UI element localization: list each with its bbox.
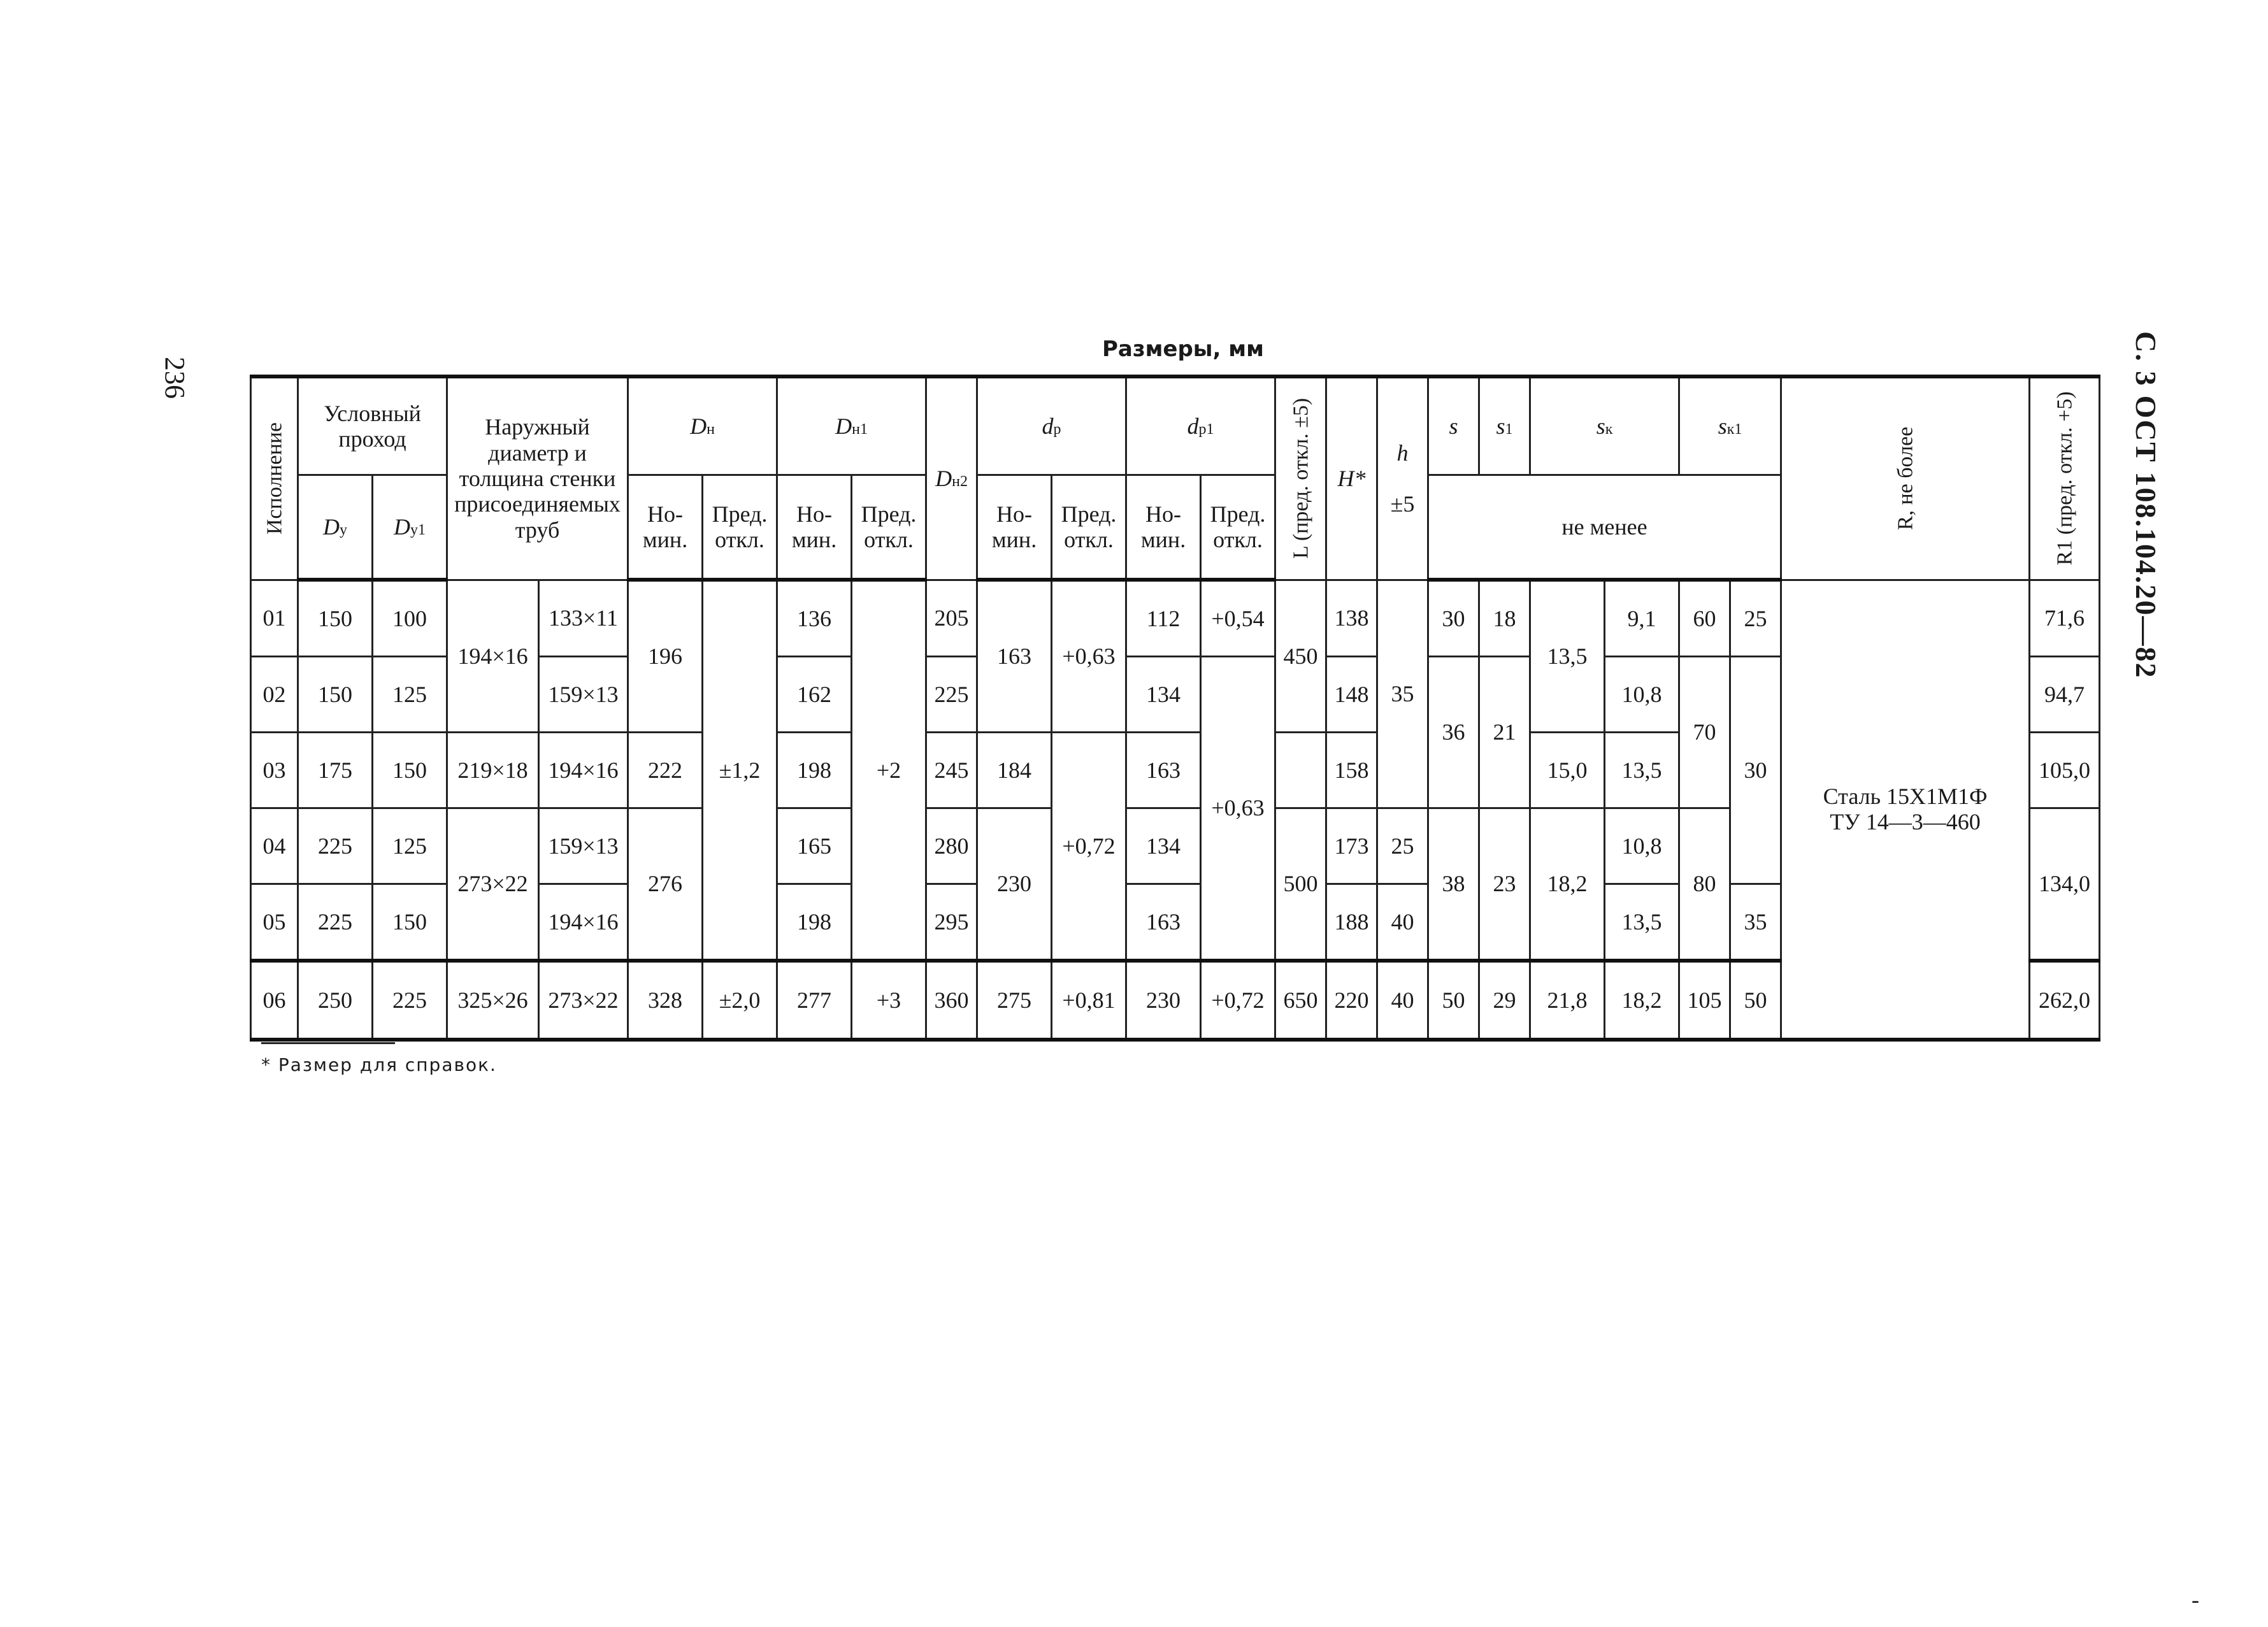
cell-s1: 21 bbox=[1479, 657, 1530, 808]
cell-R1: 30 bbox=[1730, 657, 1781, 884]
cell-Dn1-nom: 136 bbox=[777, 580, 852, 657]
header-h: h ±5 bbox=[1377, 376, 1428, 580]
cell-material: Сталь 15Х1М1Ф ТУ 14—3—460 bbox=[1781, 580, 2030, 1040]
cell-Dn-nom: 276 bbox=[628, 808, 703, 961]
cell-s: 50 bbox=[1428, 961, 1479, 1040]
cell-pipe2: 133×11 bbox=[539, 580, 628, 657]
header-Dn-pred: Пред. откл. bbox=[703, 475, 777, 580]
cell-H: 138 bbox=[1326, 580, 1377, 657]
table-caption: Размеры, мм bbox=[1102, 336, 1264, 362]
page-number: 236 bbox=[159, 357, 190, 399]
cell-dp-nom: 163 bbox=[977, 580, 1052, 733]
cell-Dy: 150 bbox=[298, 580, 373, 657]
cell-pipe1: 325×26 bbox=[447, 961, 539, 1040]
cell-dp-pred: +0,63 bbox=[1052, 580, 1126, 733]
cell-sk1: 13,5 bbox=[1605, 733, 1679, 808]
cell-s: 36 bbox=[1428, 657, 1479, 808]
header-dp-nom: Но-мин. bbox=[977, 475, 1052, 580]
cell-sk: 18,2 bbox=[1530, 808, 1605, 961]
cell-Dy1: 150 bbox=[373, 733, 447, 808]
table-row bbox=[251, 580, 2100, 657]
cell-massa: 94,7 bbox=[2030, 657, 2100, 733]
cell-sk: 13,5 bbox=[1530, 580, 1605, 733]
header-R1: R1 (пред. откл. +5) bbox=[2030, 376, 2100, 580]
cell-H: 188 bbox=[1326, 884, 1377, 961]
cell-sk1: 13,5 bbox=[1605, 884, 1679, 961]
cell-H: 220 bbox=[1326, 961, 1377, 1040]
cell-ispolnenie: 05 bbox=[251, 884, 298, 961]
cell-massa: 105,0 bbox=[2030, 733, 2100, 808]
cell-Dy: 225 bbox=[298, 884, 373, 961]
cell-R: 105 bbox=[1679, 961, 1730, 1040]
cell-sk: 15,0 bbox=[1530, 733, 1605, 808]
cell-dp1-nom: 230 bbox=[1126, 961, 1201, 1040]
cell-Dy1: 225 bbox=[373, 961, 447, 1040]
cell-pipe2: 273×22 bbox=[539, 961, 628, 1040]
header-dp: dр bbox=[977, 376, 1126, 475]
cell-pipe2: 159×13 bbox=[539, 657, 628, 733]
cell-Dn-nom: 222 bbox=[628, 733, 703, 808]
cell-R1: 50 bbox=[1730, 961, 1781, 1040]
cell-pipe1: 219×18 bbox=[447, 733, 539, 808]
cell-Dn2: 205 bbox=[926, 580, 977, 657]
cell-dp1-nom: 134 bbox=[1126, 808, 1201, 884]
cell-Dn2: 225 bbox=[926, 657, 977, 733]
dimensions-table bbox=[250, 375, 2100, 1042]
cell-h: 35 bbox=[1377, 580, 1428, 808]
cell-sk1: 18,2 bbox=[1605, 961, 1679, 1040]
cell-Dn1-pred: +3 bbox=[852, 961, 926, 1040]
cell-Dn-nom: 328 bbox=[628, 961, 703, 1040]
cell-pipe2: 159×13 bbox=[539, 808, 628, 884]
cell-dp1-nom: 134 bbox=[1126, 657, 1201, 733]
standard-header: С. 3 ОСТ 108.104.20—82 bbox=[2130, 331, 2162, 679]
header-sk1: sк1 bbox=[1679, 376, 1781, 475]
cell-dp1-nom: 112 bbox=[1126, 580, 1201, 657]
cell-massa: 262,0 bbox=[2030, 961, 2100, 1040]
cell-h: 25 bbox=[1377, 808, 1428, 884]
cell-Dy: 175 bbox=[298, 733, 373, 808]
cell-dp-nom: 230 bbox=[977, 808, 1052, 961]
cell-h: 40 bbox=[1377, 884, 1428, 961]
cell-dp-nom: 184 bbox=[977, 733, 1052, 808]
header-row-1 bbox=[251, 376, 2100, 475]
cell-L: 650 bbox=[1275, 961, 1326, 1040]
cell-Dy1: 125 bbox=[373, 657, 447, 733]
cell-s1: 23 bbox=[1479, 808, 1530, 961]
header-Dn1: Dн1 bbox=[777, 376, 926, 475]
cell-Dn1-pred: +2 bbox=[852, 580, 926, 961]
header-uslovny-prokhod: Условный проход bbox=[298, 376, 447, 475]
header-Dy1: Dу1 bbox=[373, 475, 447, 580]
header-H: H* bbox=[1326, 376, 1377, 580]
cell-h: 40 bbox=[1377, 961, 1428, 1040]
cell-ispolnenie: 01 bbox=[251, 580, 298, 657]
cell-Dy: 250 bbox=[298, 961, 373, 1040]
cell-pipe2: 194×16 bbox=[539, 884, 628, 961]
footnote: * Размер для справок. bbox=[261, 1054, 497, 1075]
cell-L: 450 bbox=[1275, 580, 1326, 733]
cell-R1: 35 bbox=[1730, 884, 1781, 961]
header-Dn1-nom: Но-мин. bbox=[777, 475, 852, 580]
cell-massa: 134,0 bbox=[2030, 808, 2100, 961]
header-s1: s1 bbox=[1479, 376, 1530, 475]
header-dp1: dр1 bbox=[1126, 376, 1275, 475]
cell-R1: 25 bbox=[1730, 580, 1781, 657]
cell-H: 148 bbox=[1326, 657, 1377, 733]
header-Dy: Dу bbox=[298, 475, 373, 580]
cell-pipe2: 194×16 bbox=[539, 733, 628, 808]
cell-H: 173 bbox=[1326, 808, 1377, 884]
footnote-rule bbox=[261, 1042, 395, 1044]
cell-ispolnenie: 02 bbox=[251, 657, 298, 733]
cell-Dy: 150 bbox=[298, 657, 373, 733]
header-naruzhny-diametr: Наружный диаметр и толщина стенки присоединяемых труб bbox=[447, 376, 628, 580]
cell-L bbox=[1275, 733, 1326, 808]
cell-s: 38 bbox=[1428, 808, 1479, 961]
cell-Dn2: 245 bbox=[926, 733, 977, 808]
cell-dp1-nom: 163 bbox=[1126, 733, 1201, 808]
cell-R: 60 bbox=[1679, 580, 1730, 657]
cell-massa: 71,6 bbox=[2030, 580, 2100, 657]
cell-ispolnenie: 03 bbox=[251, 733, 298, 808]
header-dp-pred: Пред. откл. bbox=[1052, 475, 1126, 580]
cell-s1: 18 bbox=[1479, 580, 1530, 657]
header-dp1-nom: Но-мин. bbox=[1126, 475, 1201, 580]
cell-Dn-nom: 196 bbox=[628, 580, 703, 733]
cell-R: 80 bbox=[1679, 808, 1730, 961]
cell-Dy1: 150 bbox=[373, 884, 447, 961]
cell-pipe1: 273×22 bbox=[447, 808, 539, 961]
cell-H: 158 bbox=[1326, 733, 1377, 808]
cell-ispolnenie: 04 bbox=[251, 808, 298, 884]
cell-R: 70 bbox=[1679, 657, 1730, 808]
cell-s: 30 bbox=[1428, 580, 1479, 657]
cell-Dy1: 100 bbox=[373, 580, 447, 657]
cell-dp1-pred: +0,63 bbox=[1201, 657, 1275, 961]
header-L: L (пред. откл. ±5) bbox=[1275, 376, 1326, 580]
cell-Dn1-nom: 198 bbox=[777, 884, 852, 961]
header-Dn-nom: Но-мин. bbox=[628, 475, 703, 580]
header-Dn1-pred: Пред. откл. bbox=[852, 475, 926, 580]
cell-dp-nom: 275 bbox=[977, 961, 1052, 1040]
header-R: R, не более bbox=[1781, 376, 2030, 580]
cell-Dn1-nom: 277 bbox=[777, 961, 852, 1040]
corner-mark: - bbox=[2192, 1587, 2199, 1612]
cell-dp1-nom: 163 bbox=[1126, 884, 1201, 961]
cell-Dn2: 360 bbox=[926, 961, 977, 1040]
cell-sk: 21,8 bbox=[1530, 961, 1605, 1040]
cell-Dn-pred: ±1,2 bbox=[703, 580, 777, 961]
cell-dp-pred: +0,81 bbox=[1052, 961, 1126, 1040]
header-Dn: Dн bbox=[628, 376, 777, 475]
cell-Dn2: 280 bbox=[926, 808, 977, 884]
cell-sk1: 10,8 bbox=[1605, 808, 1679, 884]
header-Dn2: Dн2 bbox=[926, 376, 977, 580]
cell-sk1: 10,8 bbox=[1605, 657, 1679, 733]
cell-Dn2: 295 bbox=[926, 884, 977, 961]
header-s: s bbox=[1428, 376, 1479, 475]
cell-Dn1-nom: 198 bbox=[777, 733, 852, 808]
cell-dp-pred: +0,72 bbox=[1052, 733, 1126, 961]
header-sk: sк bbox=[1530, 376, 1679, 475]
cell-Dn1-nom: 165 bbox=[777, 808, 852, 884]
cell-dp1-pred: +0,72 bbox=[1201, 961, 1275, 1040]
cell-Dy1: 125 bbox=[373, 808, 447, 884]
cell-ispolnenie: 06 bbox=[251, 961, 298, 1040]
cell-pipe1: 194×16 bbox=[447, 580, 539, 733]
header-ne-menee: не менее bbox=[1428, 475, 1781, 580]
header-ispolnenie: Исполнение bbox=[251, 376, 298, 580]
cell-s1: 29 bbox=[1479, 961, 1530, 1040]
cell-L: 500 bbox=[1275, 808, 1326, 961]
cell-Dn1-nom: 162 bbox=[777, 657, 852, 733]
cell-Dy: 225 bbox=[298, 808, 373, 884]
cell-dp1-pred: +0,54 bbox=[1201, 580, 1275, 657]
header-dp1-pred: Пред. откл. bbox=[1201, 475, 1275, 580]
cell-sk1: 9,1 bbox=[1605, 580, 1679, 657]
cell-Dn-pred: ±2,0 bbox=[703, 961, 777, 1040]
